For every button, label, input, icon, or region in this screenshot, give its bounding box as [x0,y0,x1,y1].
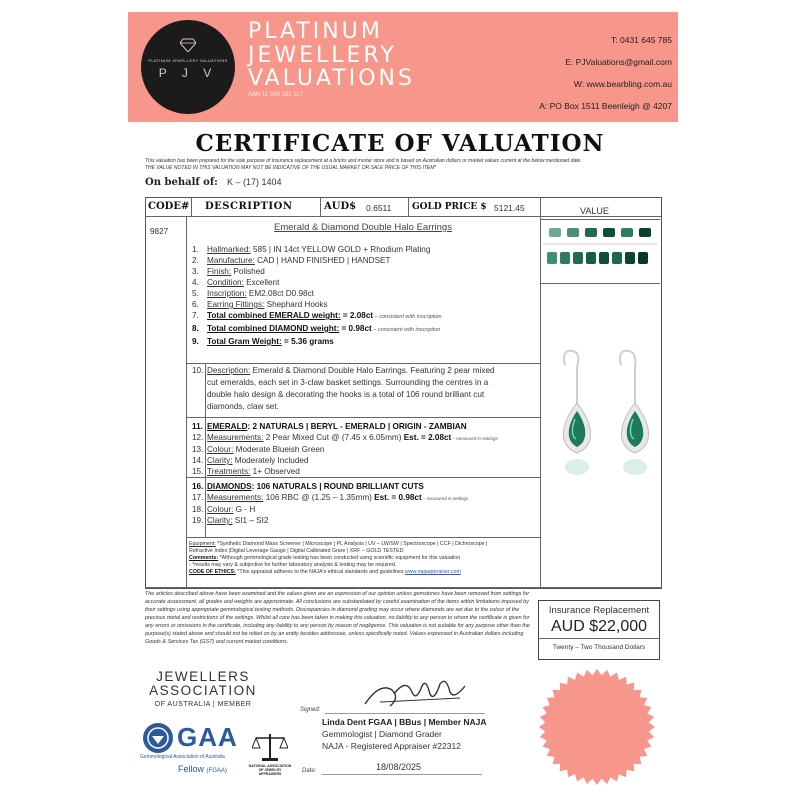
naja-scales-icon [252,730,288,762]
diamond-icon [180,38,196,52]
earrings-image [543,345,657,475]
contact-web: W: www.bearbling.com.au [573,79,672,89]
abn-number: ABN 11 589 162 117 [248,92,303,98]
item-title: Emerald & Diamond Double Halo Earrings [274,222,452,233]
diamond-section: 16. DIAMONDS: 106 NATURALS | ROUND BRILLIANT CUTS 17. Measurements: 106 RBC @ (1.25 – 1.35mm) Est. = 0.98ct – measured in settings 18. Colour: G - H 19. Clarity: SI1 – SI2 [192,482,469,525]
valuation-disclaimer: This valuation has been prepared for the sole purpose of insurance replacement at a bricks and mortar store and is based on Australian dollars or market values current at the below mentioned date. THE VALUE NOTED IN THIS VALUATION MAY NOT BE INDICATIVE OF THE USUAL MARKET OR SALE PRICE OF THIS ITEM* [145,158,582,171]
gold-price-header: GOLD PRICE $ [412,202,487,212]
certificate-title: CERTIFICATE OF VALUATION [195,130,605,157]
list-item: 3. Finish: Polished [192,267,265,276]
gold-price-value: 5121.45 [494,203,525,213]
on-behalf-value: K – (17) 1404 [227,177,282,187]
contact-phone: T: 0431 645 785 [611,35,672,45]
logo-letters: P J V [158,66,218,80]
gaa-logo-text: GAA [177,722,238,752]
naja-link[interactable]: www.najaappraiser.com [404,569,461,575]
code-header: CODE# [148,201,190,212]
insurance-words: Twenty – Two Thousand Dollars [552,644,646,651]
gaa-emblem-icon [142,722,174,754]
gem-colour-chart [543,222,657,280]
signed-label: Signed: [300,707,321,713]
insurance-label: Insurance Replacement [548,605,650,616]
insurance-amount: AUD $22,000 [550,618,648,635]
appraiser-name: Linda Dent FGAA | BBus | Member NAJA [322,717,487,727]
list-item: 6. Earring Fittings: Shephard Hooks [192,300,328,309]
appraiser-role: Gemmologist | Diamond Grader [322,729,442,739]
date-label: Date: [302,768,317,774]
aud-value: 0.6511 [366,203,392,213]
embossed-seal [538,668,656,786]
jaa-logo: JEWELLERS ASSOCIATION OF AUSTRALIA | MEMBER [149,669,257,708]
description-header: DESCRIPTION [205,201,293,212]
notes-block: Equipment: *Synthetic Diamond Mass Screener | Microscope | PL Analysis | UV – LW/SW | Spectroscope | CCF | Dichroscope | Refractive Index |Digital Leverage Gauge | Digital Calibrated Grare | XRF – GOLD TESTED Comments: *Although gemmological grade testing has been conducted using scientific equipment for this valuation - *results may vary & subjective for further laboratory analysis & testing may be required. CODE OF ETHICS: *This appraisal adheres to the NAJA's ethical standards and guidelines www.najaappraiser.com [189,541,488,575]
signature [360,672,470,712]
item-code: 9827 [150,227,169,236]
emerald-colour-swatches [543,222,657,280]
contact-email: E: PJValuations@gmail.com [565,57,672,67]
logo-caption: PLATINUM JEWELLERY VALUATIONS [148,58,228,63]
aud-header: AUD$ [324,201,357,212]
description-block: 10. Description: Emerald & Diamond Double Halo Earrings. Featuring 2 pear mixed cut emeralds, each set in 3-claw basket settings. Surrounding the centres in a double halo design & decorating the hooks is a total of 106 round brilliant cut diamonds, claw set. [192,366,495,411]
valuation-date: 18/08/2025 [376,762,422,772]
naja-logo-caption: NATIONAL ASSOCIATION OF JEWELRY APPRAISERS [248,764,292,776]
list-item: 2. Manufacture: CAD | HAND FINISHED | HANDSET [192,256,391,265]
list-item: 8. Total combined DIAMOND weight: = 0.98ct – consistent with inscription [192,324,441,333]
list-item: 4. Condition: Excellent [192,278,280,287]
fellow-label: Fellow (FGAA) [178,764,227,774]
on-behalf-label: On behalf of: [145,177,218,188]
item-list [192,244,442,347]
list-item: 7. Total combined EMERALD weight: = 2.08ct – consistent with inscription [192,311,442,320]
list-item: 1. Hallmarked: 585 | IN 14ct YELLOW GOLD + Rhodium Plating [192,245,431,254]
brand-name: PLATINUM JEWELLERY VALUATIONS [248,19,415,91]
contact-address: A: PO Box 1511 Beenleigh @ 4207 [539,101,672,111]
appraiser-registration: NAJA - Registered Appraiser #22312 [322,741,461,751]
value-header: VALUE [580,206,609,216]
emerald-section: 11. EMERALD: 2 NATURALS | BERYL - EMERALD | ORIGIN - ZAMBIAN 12. Measurements: 2 Pear Mixed Cut @ (7.45 x 6.05mm) Est. = 2.08ct – measured in settings 13. Colour: Moderate Blueish Green 14. Clarity: Moderately Included 15. Treatments: 1+ Observed [192,422,498,476]
legal-disclaimer: The articles described above have been examined and the values given are an expression of our opinion unless gemstones have been removed from settings for accurate assessment, all grades and weights are approximate. All conclusions are substantiated by careful examination of the items within limitations imposed by their settings using appropriate gemmological testing methods. Discrepancies in diamond grading may occur where diamonds are set due to the colour of the precious metal and restrictions of the settings. Whilst all care has been taken in making this valuation, no liability to any person to whom the certificate is given for any errors or omissions in the certificate, including any liability to any person by reason of negligence. This valuation is not suitable for any purpose other than the purpose(s) stated above and should not be relied on by an entity besides addressee, unless specifically noted. Values expressed in Australian dollars including Goods & Services Tax (GST) and current market conditions. [145,591,530,645]
list-item: 9. Total Gram Weight: = 5.36 grams [192,337,334,346]
list-item: 5. Inscription: EM2.08ct D0.98ct [192,289,314,298]
gaa-caption: Gemmological Association of Australia [140,754,225,760]
